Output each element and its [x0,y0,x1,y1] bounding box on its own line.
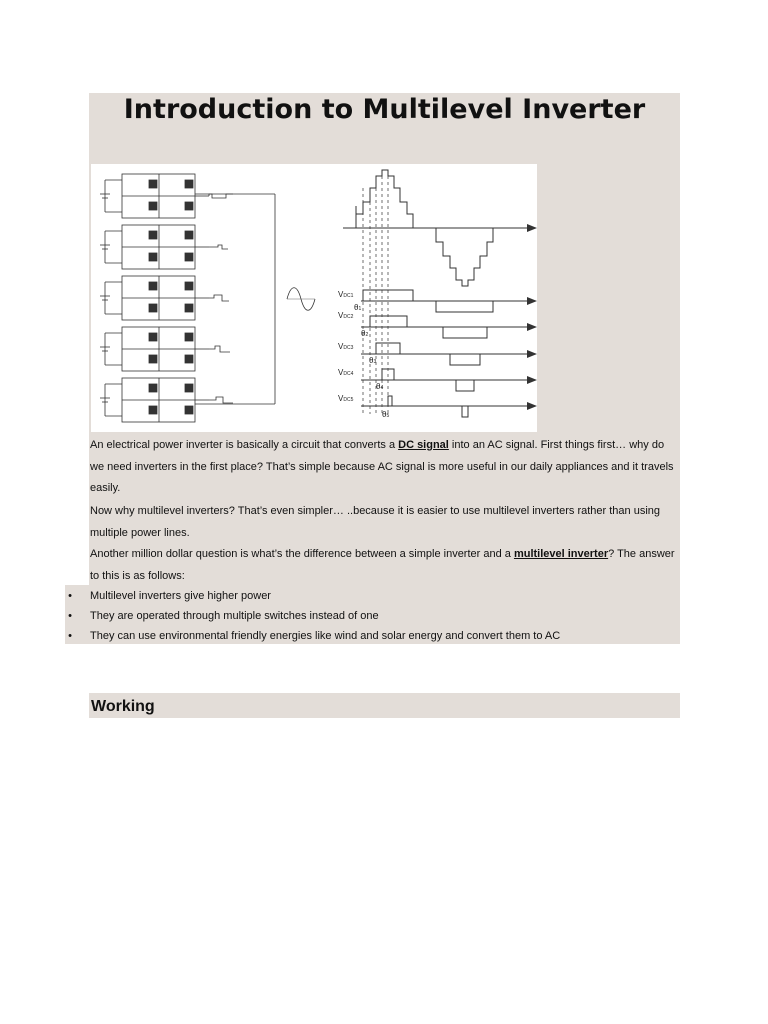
list-item-text: Multilevel inverters give higher power [90,590,271,602]
paragraph-text: into an AC signal. First things first… why do we need inverters in the first place? That’s simple because AC signal is more useful in our daily appliances and it travels easily. [90,439,674,494]
bullet-icon: • [68,630,72,642]
theta1-label: θ1 [354,303,362,312]
bullet-icon: • [68,610,72,622]
vdc2-label: VDC2 [338,311,354,320]
dc-signal-link[interactable]: DC signal [398,439,449,451]
intro-paragraph-1 [90,435,680,500]
list-item [65,586,680,606]
h-bridge-cell [100,276,209,320]
page-title: Introduction to Multilevel Inverter [123,94,646,125]
theta2-label: θ2 [361,329,369,338]
theta4-label: θ4 [376,382,384,391]
vdc5-label: VDC5 [338,394,354,403]
staircase-waveform [343,170,537,414]
intro-paragraph-2: Now why multilevel inverters? That’s even simpler… ..because it is easier to use multilevel inverters rather than using multiple power lines. [90,505,661,539]
h-bridge-cell [100,378,209,422]
list-item [65,606,680,626]
h-bridge-cell [100,327,209,371]
multilevel-inverter-link[interactable]: multilevel inverter [513,548,609,560]
paragraph-text: ? The answer to this is as follows: [90,548,675,582]
vdc4-label: VDC4 [338,368,354,377]
list-item [65,626,680,646]
working-heading: Working [91,698,155,715]
advantages-list [65,586,680,646]
paragraph-text: An electrical power inverter is basically a circuit that converts a [90,439,399,451]
bullet-icon: • [68,590,72,602]
theta5-label: θ5 [382,410,390,419]
vdc1-label: VDC1 [338,290,354,299]
intro-paragraph-3 [90,544,680,587]
dc-level-waveforms [361,290,537,417]
h-bridge-cell [100,174,209,218]
working-heading-background [89,693,680,718]
list-item-text: They are operated through multiple switches instead of one [90,610,379,622]
multilevel-inverter-figure [91,164,537,432]
theta3-label: θ3 [369,356,377,365]
list-item-text: They can use environmental friendly energies like wind and solar energy and convert them to AC [90,630,561,642]
vdc3-label: VDC3 [338,342,354,351]
h-bridge-cell [100,225,209,269]
h-bridge-cells [100,174,315,422]
paragraph-text: Another million dollar question is what’s the difference between a simple inverter and a [90,548,514,560]
